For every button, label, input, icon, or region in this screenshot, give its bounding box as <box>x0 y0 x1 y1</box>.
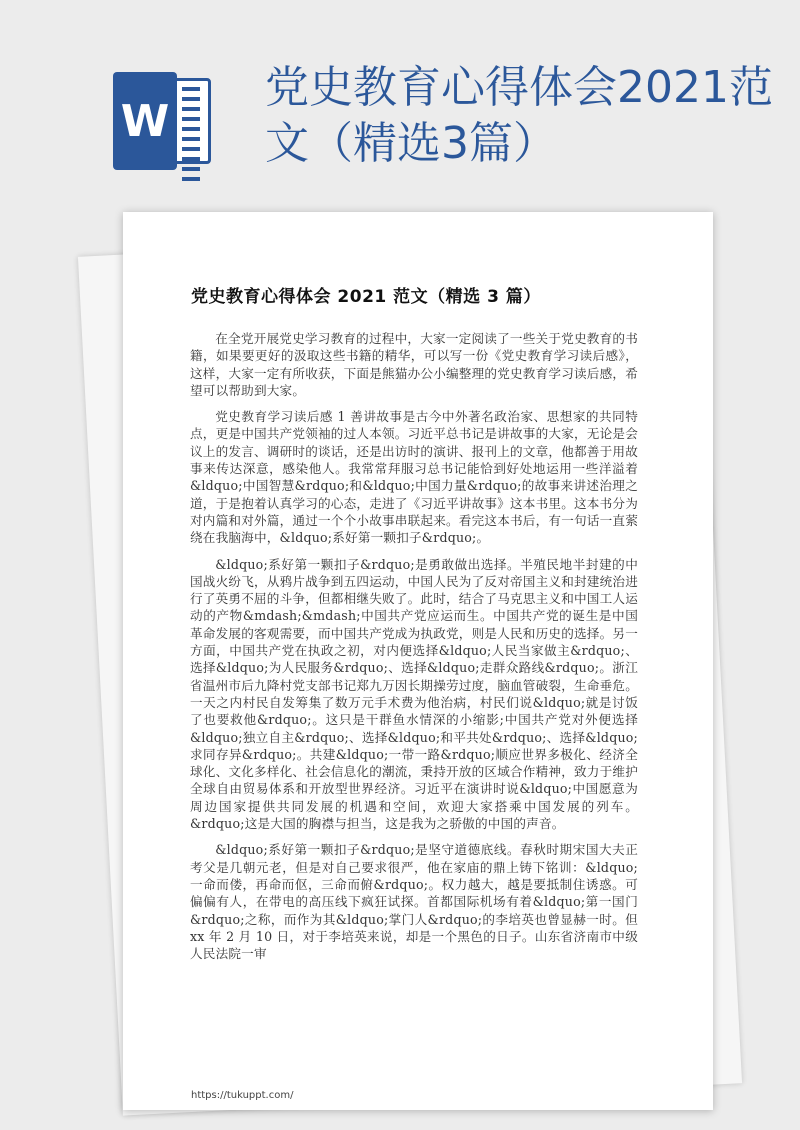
paragraph: &ldquo;系好第一颗扣子&rdquo;是勇敢做出选择。半殖民地半封建的中国战火纷飞，从鸦片战争到五四运动，中国人民为了反对帝国主义和封建统治进行了英勇不屈的斗争，但都相继失败了。此时，结合了马克思主义和中国工人运动的产物&mdash;&mdash;中国共产党应运而生。中国共产党的诞生是中国革命发展的客观需要，而中国共产党成为执政党，则是人民和历史的选择。另一方面，中国共产党在执政之初，对内便选择&ldquo;人民当家做主&rdquo;、选择&ldquo;为人民服务&rdquo;、选择&ldquo;走群众路线&rdquo;。浙江省温州市后九降村党支部书记郑九万因长期操劳过度，脑血管破裂，生命垂危。一天之内村民自发筹集了数万元手术费为他治病，村民们说&ldquo;就是讨饭了也要救他&rdquo;。这只是干群鱼水情深的小缩影;中国共产党对外便选择&ldquo;独立自主&rdquo;、选择&ldquo;和平共处&rdquo;、选择&ldquo;求同存异&rdquo;。共建&ldquo;一带一路&rdquo;顺应世界多极化、经济全球化、文化多样化、社会信息化的潮流，秉持开放的区域合作精神，致力于维护全球自由贸易体系和开放型世界经济。习近平在演讲时说&ldquo;中国愿意为周边国家提供共同发展的机遇和空间，欢迎大家搭乘中国发展的列车。&rdquo;这是大国的胸襟与担当，这是我为之骄傲的中国的声音。 <box>190 556 638 832</box>
document-page <box>123 212 713 1110</box>
paragraph: 在全党开展党史学习教育的过程中，大家一定阅读了一些关于党史教育的书籍，如果要更好的汲取这些书籍的精华，可以写一份《党史教育学习读后感》，这样，大家一定有所收获，下面是熊猫办公小编整理的党史教育学习读后感，希望可以帮助到大家。 <box>190 331 638 398</box>
page-title: 党史教育心得体会2021范文（精选3篇） <box>265 62 773 169</box>
paragraph: &ldquo;系好第一颗扣子&rdquo;是坚守道德底线。春秋时期宋国大夫正考父是几朝元老，但是对自己要求很严，他在家庙的鼎上铸下铭训：&ldquo;一命而偻，再命而伛，三命而俯&rdquo;。权力越大，越是要抵制住诱惑。可偏偏有人，在带电的高压线下疯狂试探。首都国际机场有着&ldquo;第一国门&rdquo;之称，而作为其&ldquo;掌门人&rdquo;的李培英也曾显赫一时。但 xx 年 2 月 10 日，对于李培英来说，却是一个黑色的日子。山东省济南市中级人民法院一审 <box>190 842 638 962</box>
paragraph: 党史教育学习读后感 1 善讲故事是古今中外著名政治家、思想家的共同特点，更是中国共产党领袖的过人本领。习近平总书记是讲故事的大家，无论是会议上的发言、调研时的谈话，还是出访时的演讲、报刊上的文章，他都善于用故事来传达深意，感染他人。我常常拜服习总书记能恰到好处地运用一些洋溢着&ldquo;中国智慧&rdquo;和&ldquo;中国力量&rdquo;的故事来讲述治理之道，于是抱着认真学习的心态，走进了《习近平讲故事》这本书里。这本书分为对内篇和对外篇，通过一个个小故事串联起来。看完这本书后，有一句话一直萦绕在我脑海中，&ldquo;系好第一颗扣子&rdquo;。 <box>190 409 638 546</box>
word-document-icon <box>113 72 215 170</box>
header <box>0 0 800 200</box>
word-letter: W <box>113 72 177 170</box>
document-body <box>190 330 638 971</box>
footer-url: https://tukuppt.com/ <box>191 1090 294 1101</box>
document-title: 党史教育心得体会 2021 范文（精选 3 篇） <box>191 287 541 307</box>
